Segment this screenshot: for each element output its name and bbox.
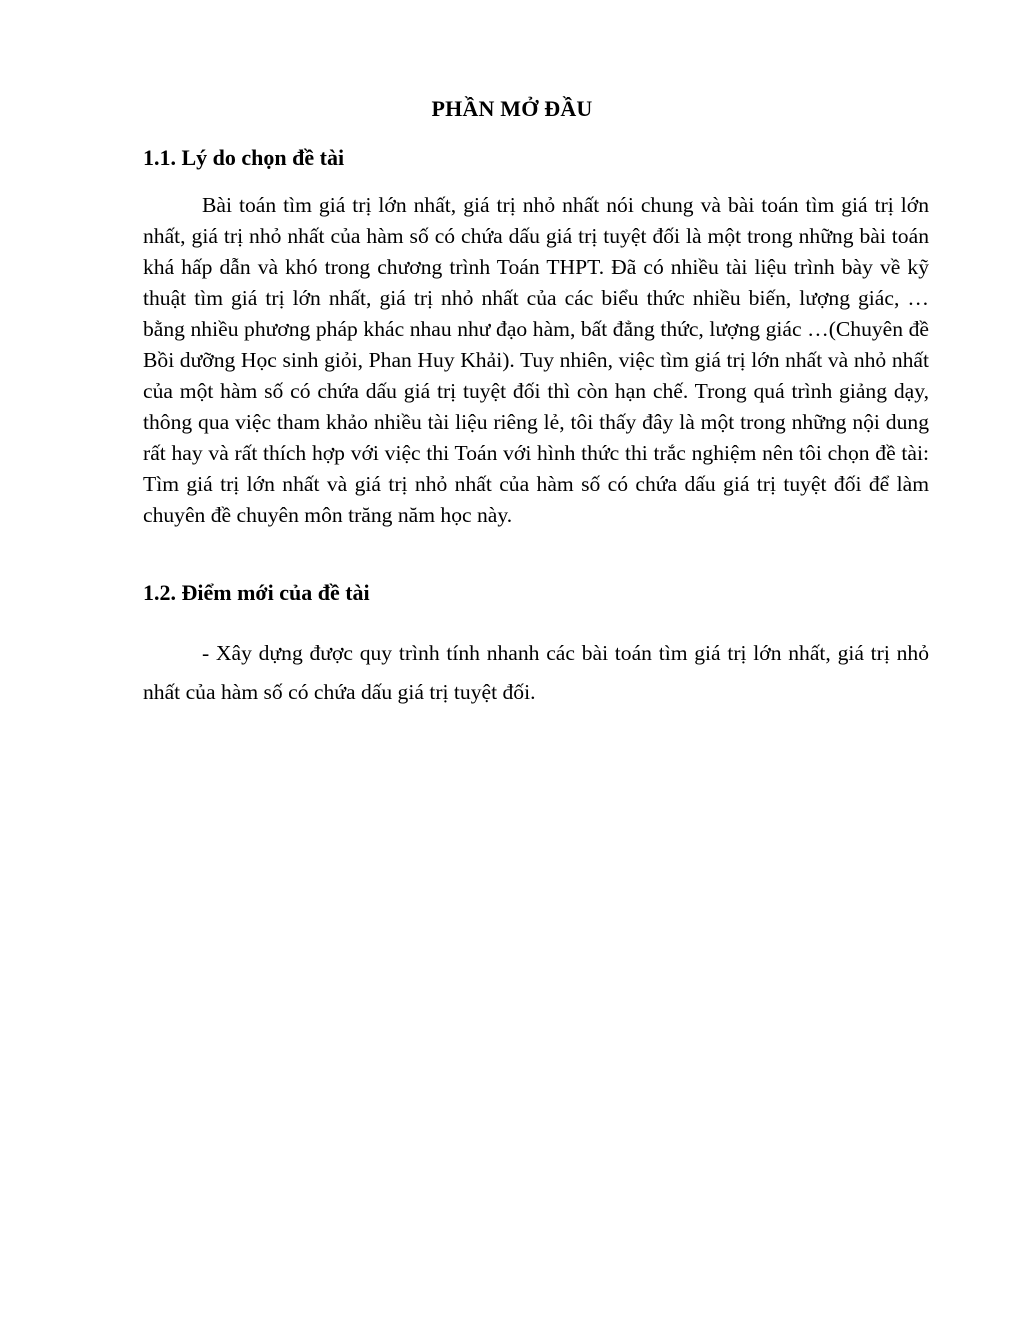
section-paragraph-novelty: - Xây dựng được quy trình tính nhanh các bài toán tìm giá trị lớn nhất, giá trị nhỏ nhất của hàm số có chứa dấu giá trị tuyệt đối. xyxy=(143,641,929,704)
section-paragraph-reason: Bài toán tìm giá trị lớn nhất, giá trị nhỏ nhất nói chung và bài toán tìm giá trị lớn nhất, giá trị nhỏ nhất của hàm số có chứa dấu giá trị tuyệt đối là một trong những bài toán khá hấp dẫn và khó trong chương trình Toán THPT. Đã có nhiều tài liệu trình bày về kỹ thuật tìm giá trị lớn nhất, giá trị nhỏ nhất của các biểu thức nhiều biến, lượng giác, … bằng nhiều phương pháp khác nhau như đạo hàm, bất đẳng thức, lượng giác …(Chuyên đề Bồi dưỡng Học sinh giỏi, Phan Huy Khải). Tuy nhiên, việc tìm giá trị lớn nhất và nhỏ nhất của một hàm số có chứa dấu giá trị tuyệt đối thì còn hạn chế. Trong quá trình giảng dạy, thông qua việc tham khảo nhiều tài liệu riêng lẻ, tôi thấy đây là một trong những nội dung rất hay và rất thích hợp với việc thi Toán với hình thức thi trắc nghiệm nên tôi chọn đề tài: Tìm giá trị lớn nhất và giá trị nhỏ nhất của hàm số có chứa dấu giá trị tuyệt đối để làm chuyên đề chuyên môn trăng năm học này. xyxy=(143,193,929,527)
section-heading-novelty: 1.2. Điểm mới của đề tài xyxy=(143,580,370,605)
page-title: PHẦN MỞ ĐẦU xyxy=(431,96,593,121)
section-heading-reason: 1.1. Lý do chọn đề tài xyxy=(143,145,345,170)
